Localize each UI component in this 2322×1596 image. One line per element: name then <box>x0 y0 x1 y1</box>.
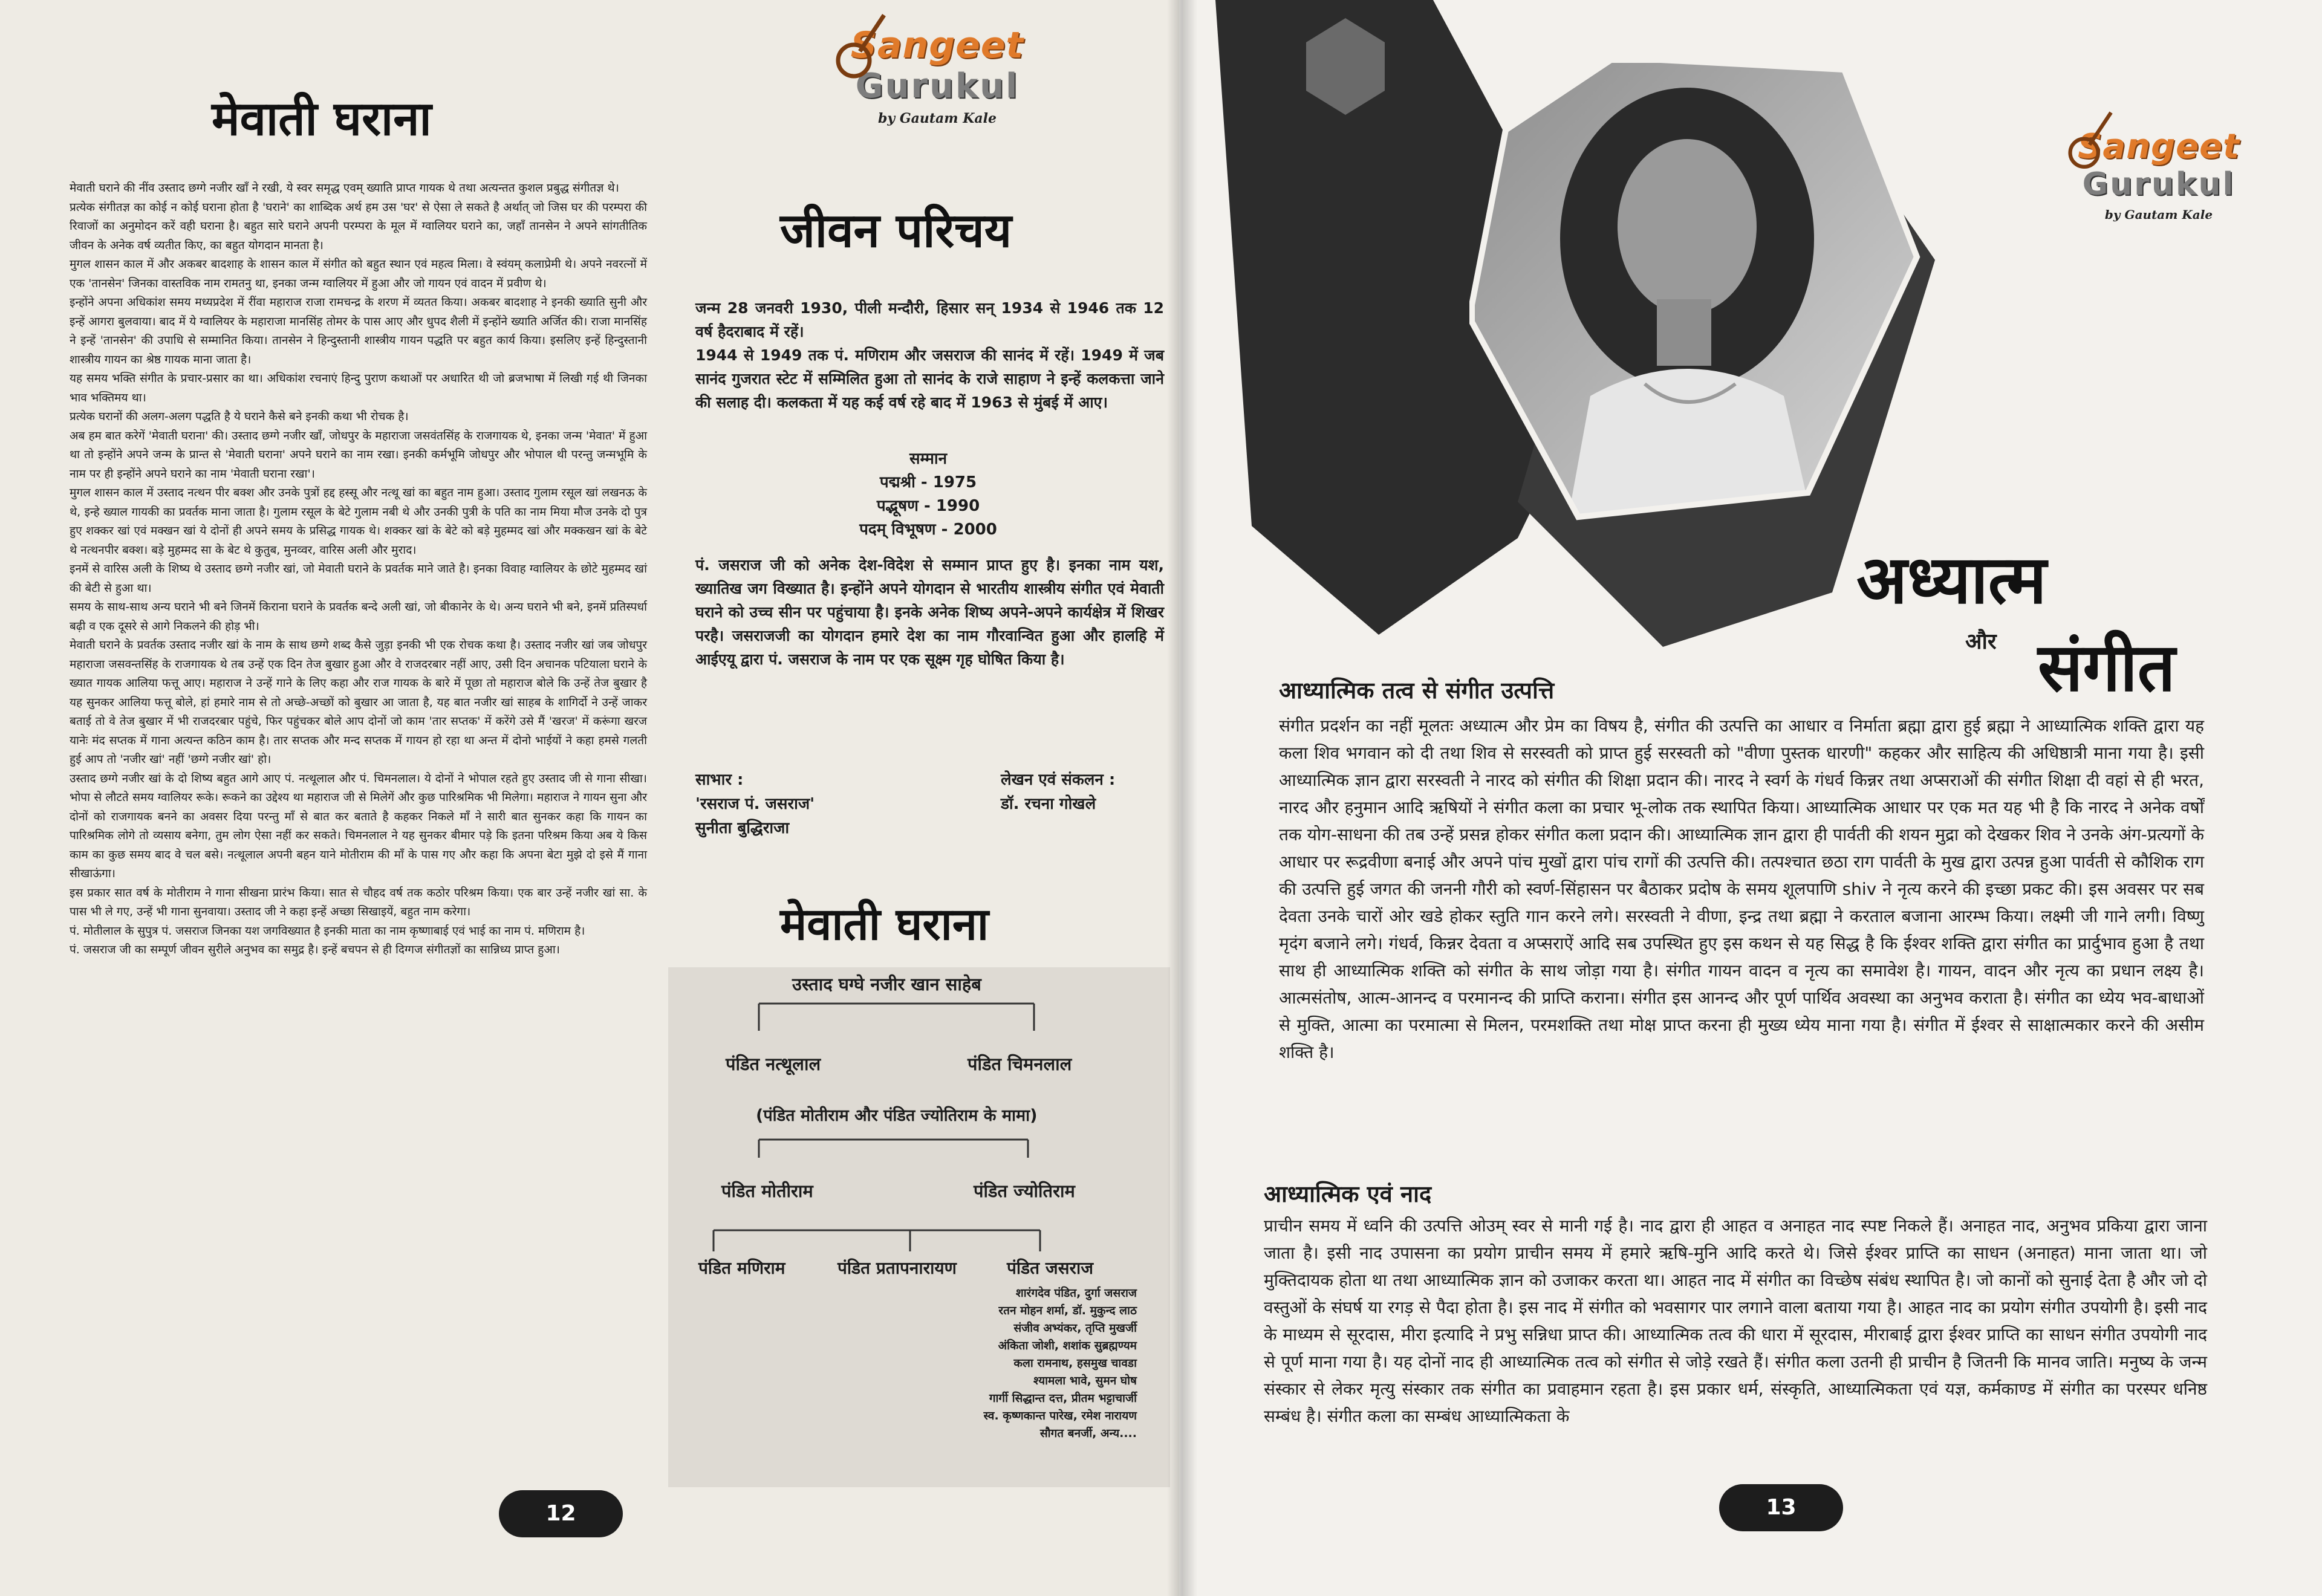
article-paragraph: अब हम बात करेगें 'मेवाती घराना' की। उस्ताद छग्गे नजीर खाँ, जोधपुर के महाराजा जसवंतसिंह के राजगायक थे, इनका जन्म 'मेवात' में हुआ था तो इन्होंने अपने जन्म के प्रान्त से 'मेवाती घराना' अपने घराने का नाम रखा। इनकी कर्मभूमि जोधपुर और भोपाल थी परन्तु जन्मभूमि के नाम पर ही इन्होंने अपने घराने का नाम 'मेवाती घराना रखा'। <box>70 429 647 481</box>
tree-node-chimanlal: पंडित चिमनलाल <box>968 1054 1072 1074</box>
article-paragraph: मेवाती घराने के प्रवर्तक उस्ताद नजीर खां के नाम के साथ छग्गे शब्द कैसे जुड़ा इनकी भी एक रोचक कथा है। उस्ताद नजीर खां जब जोधपुर महाराजा जसवन्तसिंह के राजगायक थे तब उन्हें एक दिन तेज बुखार हुआ और वे राजदरबार नहीं आए, उसी दिन अचानक पटियाला घराने के ख्यात गायक आलिया फत्तू आए। महाराज ने उन्हें गाने के लिए कहा और राज गायक के बारे में पूछा तो महाराज बोले कि उन्हें तेज बुखार है यह सुनकर आलिया फत्तू बोले, हां हमारे नाम से तो अच्छे-अच्छों को बुखार आ जाता है, यह बात नजीर खां साहब के शागिर्दो ने उन्हें जाकर बताई तो वे तेज बुखार में भी राजदरबार पहुंचे, फिर पहुंचकर बोले आप दोनों जो काम 'तार सप्तक' में करेंगे उसे मैं 'खरज' में करूंगा खरज यानेः मंद सप्तक में गाना अत्यन्त कठिन काम है। तार सप्तक और मन्द सप्तक में गायन हो रहा था अन्त में दोनो भाईयों ने कहा हमसे गलती हुई आप तो 'नजीर खां' नहीं 'छग्गे नजीर खां' हो। <box>70 638 647 766</box>
article-paragraph: मेवाती घराने की नींव उस्ताद छग्गे नजीर खाँ ने रखी, ये स्वर समृद्ध एवम् ख्याति प्राप्त गायक थे तथा अत्यन्तत कुशल प्रबुद्ध संगीतज्ञ थे। <box>70 181 619 195</box>
article-title-and: और <box>1965 629 1997 654</box>
logo-line2: Gurukul <box>855 66 1020 106</box>
article-paragraph: इस प्रकार सात वर्ष के मोतीराम ने गाना सीखना प्रारंभ किया। सात से चौहद वर्ष तक कठोर परिश्रम किया। एक बार उन्हें नजीर खां सा. के पास भी ले गए, उन्हें भी गाना सुनवाया। उस्ताद जी ने कहा इन्हें अच्छा सिखाइयें, बहुत नाम करेगा। <box>70 886 647 918</box>
article-paragraph: यह समय भक्ति संगीत के प्रचार-प्रसार का था। अधिकांश रचनाएं हिन्दु पुराण कथाओं पर अधारित थी जो ब्रजभाषा में लिखी गई थी जिनका भाव भक्तिमय था। <box>70 372 647 404</box>
tree-node-maniram: पंडित मणिराम <box>698 1258 785 1278</box>
logo-line1: Sangeet <box>2078 127 2240 166</box>
award-item: पदम् विभूषण - 2000 <box>859 521 997 539</box>
book-gutter <box>1167 0 1197 1596</box>
disciple-line: गार्गी सिद्धान्त दत्त, प्रीतम भट्टाचार्जी <box>989 1392 1137 1405</box>
achievements-text <box>695 553 1164 671</box>
disciple-line: अंकिता जोशी, शशांक सुब्रह्मण्यम <box>998 1339 1137 1352</box>
article-paragraph: मुगल शासन काल में उस्ताद नत्थन पीर बक्श और उनके पुत्रों हद्द हस्सू और नत्थू खां का बहुत नाम हुआ। उस्ताद गुलाम रसूल खां लखनऊ के थे, इन्हे ख्याल गायकी का प्रवर्तक माना जाता है। गुलाम रसूल के बेटे गुलाम नबी थे और उनकी पुत्री के पति का नाम मिया मौज उनके दो पुत्र हुए शक्कर खां एवं मक्खन खां ये दोनों ही अपने समय के प्रसिद्ध गायक थे। शक्कर खां के बेटे को बड़े मुहम्मद खां और मक्कखन खां के बेटे थे नत्थनपीर बक्श। बड़े मुहम्मद सा के बेट थे कुतुब, मुनव्वर, वारिस अली और मुराद। <box>70 486 647 557</box>
tree-maternal-uncle-note: (पंडित मोतीराम और पंडित ज्योतिराम के मामा) <box>756 1106 1038 1125</box>
award-item: पद्मश्री - 1975 <box>879 473 977 491</box>
credit-line: लेखन एवं संकलन : <box>1001 771 1116 789</box>
logo-byline: by Gautam Kale <box>878 111 997 126</box>
section-body-origin <box>1279 712 2204 1066</box>
section-heading-naad: आध्यात्मिक एवं नाद <box>1264 1181 1432 1207</box>
article-title-word2: संगीत <box>2038 628 2176 706</box>
family-tree-title: मेवाती घराना <box>780 898 989 950</box>
article-paragraph: मुगल शासन काल में और अकबर बादशाह के शासन काल में संगीत को बहुत स्थान एवं महत्व मिला। वे स्वंयम् कलाप्रेमी थे। अपने नवरत्नों में एक 'तानसेन' जिनका वास्तविक नाम रामतनु था, इनका जन्म ग्वालियर में हुआ और जो गायन एवं वादन में प्रवीण थे। <box>70 258 647 290</box>
disciples-list <box>984 1285 1137 1442</box>
family-tree <box>668 967 1170 1487</box>
biography-intro <box>695 296 1164 414</box>
awards-block <box>786 447 1070 542</box>
article-paragraph: पं. मोतीलाल के सुपुत्र पं. जसराज जिनका यश जगविख्यात है इनकी माता का नाम कृष्णाबाई एवं भाई का नाम पं. मणिराम है। <box>70 924 585 938</box>
article-title-word1: अध्यात्म <box>1856 540 2047 618</box>
article-paragraph: उस्ताद छग्गे नजीर खां के दो शिष्य बहुत आगे आए पं. नत्थूलाल और पं. चिमनलाल। ये दोनों ने भोपाल रहते हुए उस्ताद जी से गाना सीखा। भोपा से लौटते समय ग्वालियर रूके। रूकने का उद्देश्य था महाराज जी से मिलेगें और कुछ पारिश्रमिक भी मिलेगा। महाराज ने गायन सुना और दोनों को राजगायक बनने का अवसर दिया परन्तु माँ से बात कर बताते है कहकर निकले माँ ने सारी बात सुनकर कहा कि गायन का पारिश्रमिक लोगे तो व्यसाय बनेगा, तुम लोग ऐसा नहीं कर सकते। चिमनलाल ने यह सुनकर बीमार पड़े कि इतना परिश्रम किया अब ये किस काम का कुछ समय बाद वे चल बसे। नत्थूलाल अपनी बहन याने मोतीराम की माँ के पास गए और कहा कि अपना बेटा मुझे दो इसे मैं गाना सीखाऊंगा। <box>70 771 647 880</box>
section-heading-origin: आध्यात्मिक तत्व से संगीत उत्पत्ति <box>1279 677 1555 704</box>
mewati-gharana-title: मेवाती घराना <box>212 91 432 146</box>
mewati-article-body <box>70 179 647 960</box>
logo-line1: Sangeet <box>850 24 1024 66</box>
article-paragraph: प्रत्येक संगीतज्ञ का कोई न कोई घराना होता है 'घराने' का शाब्दिक अर्थ हम उस 'घर' से ऐसा ले सकते है अर्थात् जो जिस घर की परम्परा की रिवाजों का अनुमोदन करें वही घराना है। बहुत सारे घराने अपनी परम्परा के मूल में ग्वालियर घराने का, जहाँ तानसेन ने अपने सांगतीतिक जीवन के अनेक वर्ष व्यतीत किए, का बहुत योगदान मानता है। <box>70 200 647 252</box>
tree-node-jasraj: पंडित जसराज <box>1007 1258 1094 1278</box>
article-paragraph: प्रत्येक घरानों की अलग-अलग पद्धति है ये घराने कैसे बने इनकी कथा भी रोचक है। <box>70 410 409 423</box>
bio-intro-line: जन्म 28 जनवरी 1930, पीली मन्दौरी, हिसार सन् 1934 से 1946 तक 12 वर्ष हैदराबाद में रहें। <box>695 299 1164 340</box>
bio-intro-line: 1944 से 1949 तक पं. मणिराम और जसराज की सानंद में रहें। 1949 में जब सानंद गुजरात स्टेट में सम्मिलित हुआ तो सानंद के राजे साहाण ने इन्हें कलकत्ता जाने की सलाह दी। कलकता में यह कई वर्ष रहे बाद में 1963 से मुंबई में आए। <box>695 346 1164 411</box>
sitar-icon <box>836 12 890 85</box>
tree-node-motiram: पंडित मोतीराम <box>721 1181 813 1201</box>
disciple-line: रतन मोहन शर्मा, डॉ. मुकुन्द लाठ <box>998 1304 1137 1317</box>
disciple-line: शारंगदेव पंडित, दुर्गा जसराज <box>1015 1286 1137 1300</box>
disciple-line: स्व. कृष्णकान्त पारेख, रमेश नारायण <box>983 1409 1137 1422</box>
award-item: पद्भूषण - 1990 <box>876 497 980 515</box>
section-paragraph: संगीत प्रदर्शन का नहीं मूलतः अध्यात्म और प्रेम का विषय है, संगीत की उत्पत्ति का आधार व निर्माता ब्रह्मा द्वारा हुई ब्रह्मा ने आध्यात्मिक शक्ति द्वारा यह कला शिव भगवान को दी तथा शिव से सरस्वती को प्राप्त हुई सरस्वती को "वीणा पुस्तक धारणी" कहकर और साहित्य की अधिष्ठात्री माना गया है। इसी आध्यात्मिक ज्ञान द्वारा सरस्वती ने नारद को संगीत की शिक्षा प्रदान की। नारद ने स्वर्ग के गंधर्व किन्नर तथा अप्सराओं की संगीत शिक्षा दी वहां से ही भरत, नारद और हनुमान आदि ऋषियों ने संगीत कला का प्रचार भू-लोक तक स्थापित किया। आध्यात्मिक आधार पर एक मत यह भी है कि नारद ने अनेक वर्षों तक योग-साधना की तब उन्हें प्रसन्न होकर संगीत कला प्रदान की। आध्यात्मिक ज्ञान द्वारा ही पार्वती की शयन मुद्रा को देखकर शिव ने उनके अंग-प्रत्यगों के आधार पर रूद्रवीणा बनाई और अपने पांच मुखों द्वारा पांच रागों की उत्पत्ति की। तत्पश्चात छठा राग पार्वती के मुख द्वारा उत्पन्न हुआ पार्वती से कौशिक राग की उत्पत्ति हुई जगत की जननी गौरी को स्वर्ण-सिंहासन पर बैठाकर प्रदोष के समय शूलपाणि shiv ने नृत्य करने की इच्छा प्रकट की। इस अवसर पर सब देवता उनके चारों ओर खडे होकर स्तुति गान करने लगे। सरस्वती ने वीणा, इन्द्र तथा ब्रह्मा ने करताल बजाना आरम्भ किया। लक्ष्मी जी गाने लगी। विष्णु मृदंग बजाने लगे। गंधर्व, किन्नर देवता व अप्सराऐं आदि सब उपस्थित हुए इस कथन से यह सिद्ध है कि ईश्वर शक्ति द्वारा संगीत का प्रार्दुभाव हुआ है तथा साथ ही आध्यात्मिक शक्ति को संगीत के साथ जोड़ा गया है। संगीत गायन वादन व नृत्य का समावेश है। गायन, वादन और नृत्य का प्रधान लक्ष्य है। आत्मसंतोष, आत्म-आनन्द व परमानन्द की प्राप्ति कराना। संगीत इस आनन्द और पूर्ण पार्थिव अवस्था का अनुभव कराता है। संगीत का ध्येय भव-बाधाओं से मुक्ति, आत्मा का परमात्मा से मिलन, परमशक्ति तथा मोक्ष प्राप्त करना ही मुख्य ध्येय माना गया है। संगीत में ईश्वर से साक्षात्मकार करने की असीम शक्ति है। <box>1279 716 2204 1062</box>
section-body-naad <box>1264 1212 2207 1430</box>
biography-title: जीवन परिचय <box>780 203 1012 258</box>
sangeet-gurukul-logo <box>841 24 1034 126</box>
tree-node-jyotiram: पंडित ज्योतिराम <box>974 1181 1075 1201</box>
disciple-line: श्यामला भावे, सुमन घोष <box>1033 1374 1137 1387</box>
credits-right <box>1001 768 1115 816</box>
credit-line: सुनीता बुद्धिराजा <box>695 819 790 837</box>
portrait-photo <box>1469 57 1929 529</box>
right-page <box>1179 0 2322 1596</box>
achievements-paragraph: पं. जसराज जी को अनेक देश-विदेश से सम्मान प्राप्त हुए है। इनका नाम यश, ख्यातिख जग विख्यात है। इन्होंने अपने योगदान से भारतीय शास्त्रीय संगीत एवं मेवाती घराने को उच्च सीन पर पहुंचाया है। इनके अनेक शिष्य अपने-अपने कार्यक्षेत्र में शिखर परहै। जसराजजी का योगदान हमारे देश का नाम गौरवान्वित हुआ और हालहि में आईएयू द्वारा पं. जसराज के नाम पर एक सूक्ष्म गृह घोषित किया है। <box>695 556 1164 668</box>
tree-node-prataparayan: पंडित प्रतापनारायण <box>837 1258 957 1278</box>
article-paragraph: इनमें से वारिस अली के शिष्य थे उस्ताद छग्गे नजीर खां, जो मेवाती घराने के प्रवर्तक माने जाते है। इनका विवाह ग्वालियर के छोटे मुहम्मद खां की बेटी से हुआ था। <box>70 562 647 595</box>
credit-line: डॉ. रचना गोखले <box>1001 795 1096 813</box>
awards-title: सम्मान <box>909 450 948 468</box>
logo-byline: by Gautam Kale <box>2104 207 2213 222</box>
credits-left <box>695 768 815 840</box>
disciple-line: सौगत बनर्जी, अन्य.... <box>1039 1427 1137 1440</box>
tree-node-natthulal: पंडित नत्थूलाल <box>726 1054 821 1074</box>
page-number-left: 12 <box>499 1490 623 1537</box>
section-paragraph: प्राचीन समय में ध्वनि की उत्पत्ति ओउम् स्वर से मानी गई है। नाद द्वारा ही आहत व अनाहत नाद स्पष्ट निकले हैं। अनाहत नाद, अनुभव प्रकिया द्वारा जाना जाता है। इसी नाद उपासना का प्रयोग प्राचीन समय में हमारे ऋषि-मुनि आदि करते थे। जिसे ईश्वर प्राप्ति का साधन (अनाहत) माना जाता था। जो मुक्तिदायक होता था तथा आध्यात्मिक ज्ञान को उजाकर करता था। आहत नाद में संगीत का विच्छेष संबंध स्थापित है। जो कानों को सुनाई देता है और जो दो वस्तुओं के संघर्ष या रगड़ से पैदा होता है। इस नाद में संगीत को भवसागर पार लगाने वाला बताया गया है। आहत नाद का प्रयोग संगीत उपयोगी है। इसी नाद के माध्यम से सूरदास, मीरा इत्यादि ने प्रभु सन्निधा प्राप्त की। आध्यात्मिक तत्व की धारा में सूरदास, मीराबाई द्वारा ईश्वर प्राप्ति का साधन संगीत उपयोगी नाद से पूर्ण माना गया है। यह दोनों नाद ही आध्यात्मिक तत्व को संगीत से जोड़े रखते हैं। संगीत कला उतनी ही प्राचीन है जितनी कि मानव जाति। मनुष्य के जन्म संस्कार से लेकर मृत्यु संस्कार तक संगीत का प्रवाहमान रहता है। इस प्रकार धर्म, संस्कृति, आध्यात्मिकता एवं यज्ञ, कर्मकाण्ड में संगीत का परस्पर धनिष्ठ सम्बंध है। संगीत कला का सम्बंध आध्यात्मिकता के <box>1264 1216 2207 1426</box>
disciple-line: कला रामनाथ, हसमुख चावडा <box>1013 1357 1137 1370</box>
article-paragraph: इन्होंने अपना अधिकांश समय मध्यप्रदेश में रींवा महाराज राजा रामचन्द्र के शरण में व्यतत किया। अकबर बादशाह ने इनकी ख्याति सुनी और इन्हें आगरा बुलवाया। बाद में ये ग्वालियर के महाराजा मानसिंह तोमर के पास आए और धुपद शैली में इन्होंने ख्याति अर्जित की। राजा मानसिंह ने इन्हें 'तानसेन' की उपाधि से सम्मानित किया। तानसेन ने हिन्दुस्तानी शास्त्रीय गायन पद्धति पर बहुत कार्य किया। इसलिए इन्हें हिन्दुस्तानी शास्त्रीय गायन का श्रेष्ठ गायक माना जाता है। <box>70 296 647 366</box>
article-paragraph: पं. जसराज जी का सम्पूर्ण जीवन सुरीले अनुभव का समुद्र है। इन्हें बचपन से ही दिग्गज संगीतज्ञों का सान्निध्य प्राप्त हुआ। <box>70 943 561 956</box>
sitar-icon <box>2068 109 2116 175</box>
sangeet-gurukul-logo-right <box>2068 127 2249 222</box>
credit-line: साभार : <box>695 771 744 789</box>
credit-line: 'रसराज पं. जसराज' <box>695 795 815 813</box>
tree-root: उस्ताद घग्घे नजीर खान साहेब <box>792 974 981 994</box>
disciple-line: संजीव अभ्यंकर, तृप्ति मुखर्जी <box>1013 1322 1137 1335</box>
page-number-right: 13 <box>1719 1484 1843 1531</box>
article-paragraph: समय के साथ-साथ अन्य घराने भी बने जिनमें किराना घराने के प्रवर्तक बन्दे अली खां, जो बीकानेर के थे। अन्य घराने भी बने, इनमें प्रतिस्पर्धा बढ़ी व एक दूसरे से आगे निकलने की होड़ भी। <box>70 600 647 633</box>
logo-line2: Gurukul <box>2082 166 2236 203</box>
